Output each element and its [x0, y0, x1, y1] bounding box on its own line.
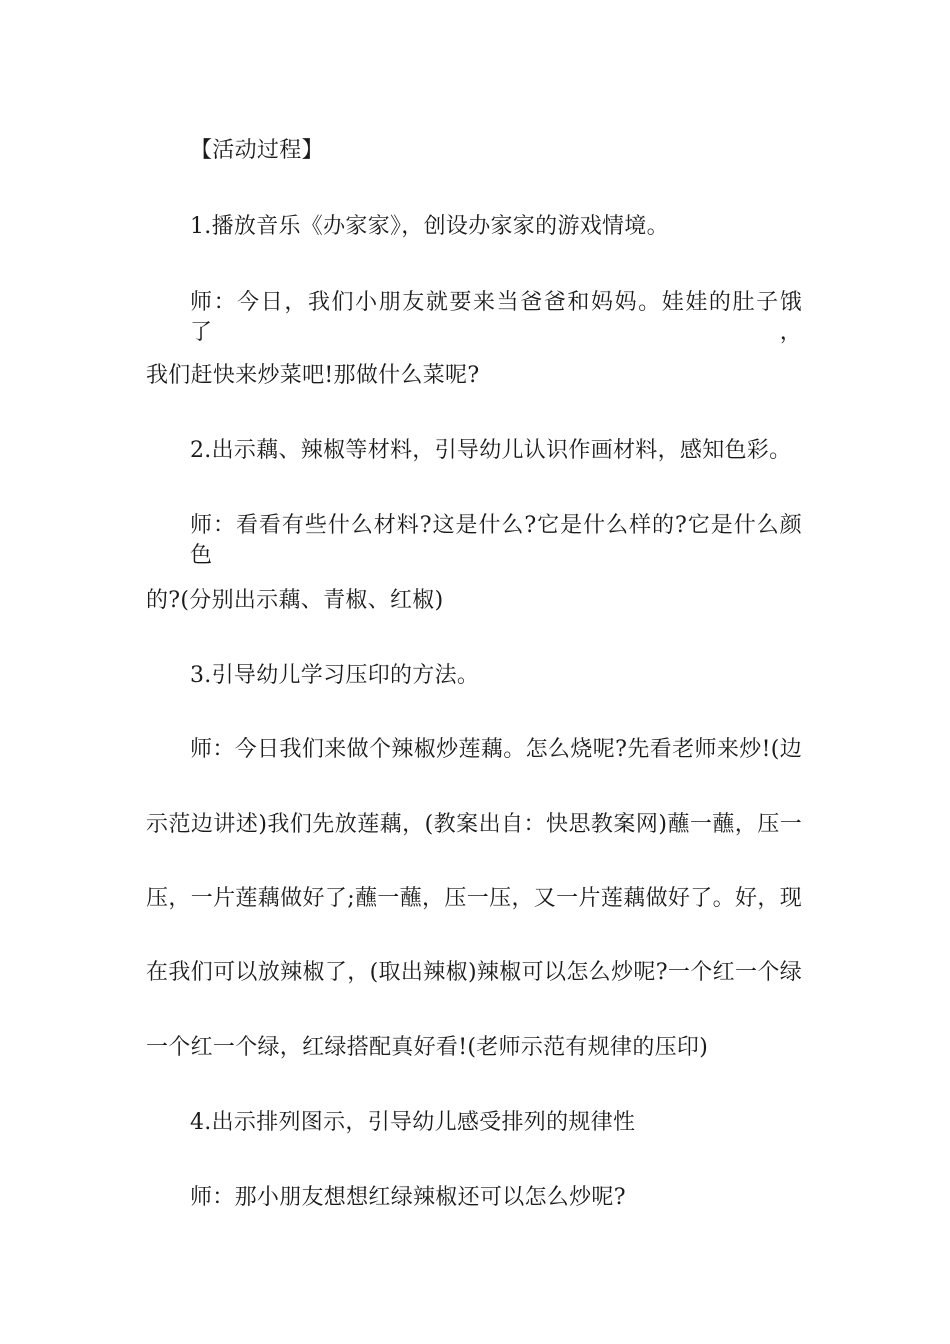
paragraph-3-line-1: 师：今日我们来做个辣椒炒莲藕。怎么烧呢?先看老师来炒!(边 — [190, 737, 802, 762]
step-3: 3.引导幼儿学习压印的方法。 — [190, 663, 480, 688]
step-1: 1.播放音乐《办家家》，创设办家家的游戏情境。 — [190, 214, 669, 239]
paragraph-1-line-2: 我们赶快来炒菜吧!那做什么菜呢? — [146, 363, 480, 388]
section-heading: 【活动过程】 — [190, 138, 324, 163]
paragraph-3-line-2: 示范边讲述)我们先放莲藕，(教案出自：快思教案网)蘸一蘸，压一 — [146, 812, 802, 837]
paragraph-3-line-5: 一个红一个绿，红绿搭配真好看!(老师示范有规律的压印) — [146, 1035, 709, 1060]
step-2: 2.出示藕、辣椒等材料，引导幼儿认识作画材料，感知色彩。 — [190, 438, 792, 463]
paragraph-3-line-4: 在我们可以放辣椒了，(取出辣椒)辣椒可以怎么炒呢?一个红一个绿 — [146, 960, 802, 985]
paragraph-4-line-1: 师：那小朋友想想红绿辣椒还可以怎么炒呢? — [190, 1185, 626, 1210]
paragraph-2-line-1: 师：看看有些什么材料?这是什么?它是什么样的?它是什么颜色 — [190, 513, 802, 568]
paragraph-1-line-1: 师：今日，我们小朋友就要来当爸爸和妈妈。娃娃的肚子饿了， — [190, 290, 802, 345]
paragraph-3-line-3: 压，一片莲藕做好了;蘸一蘸，压一压，又一片莲藕做好了。好，现 — [146, 886, 802, 911]
step-4: 4.出示排列图示，引导幼儿感受排列的规律性 — [190, 1110, 636, 1135]
paragraph-2-line-2: 的?(分别出示藕、青椒、红椒) — [146, 588, 444, 613]
